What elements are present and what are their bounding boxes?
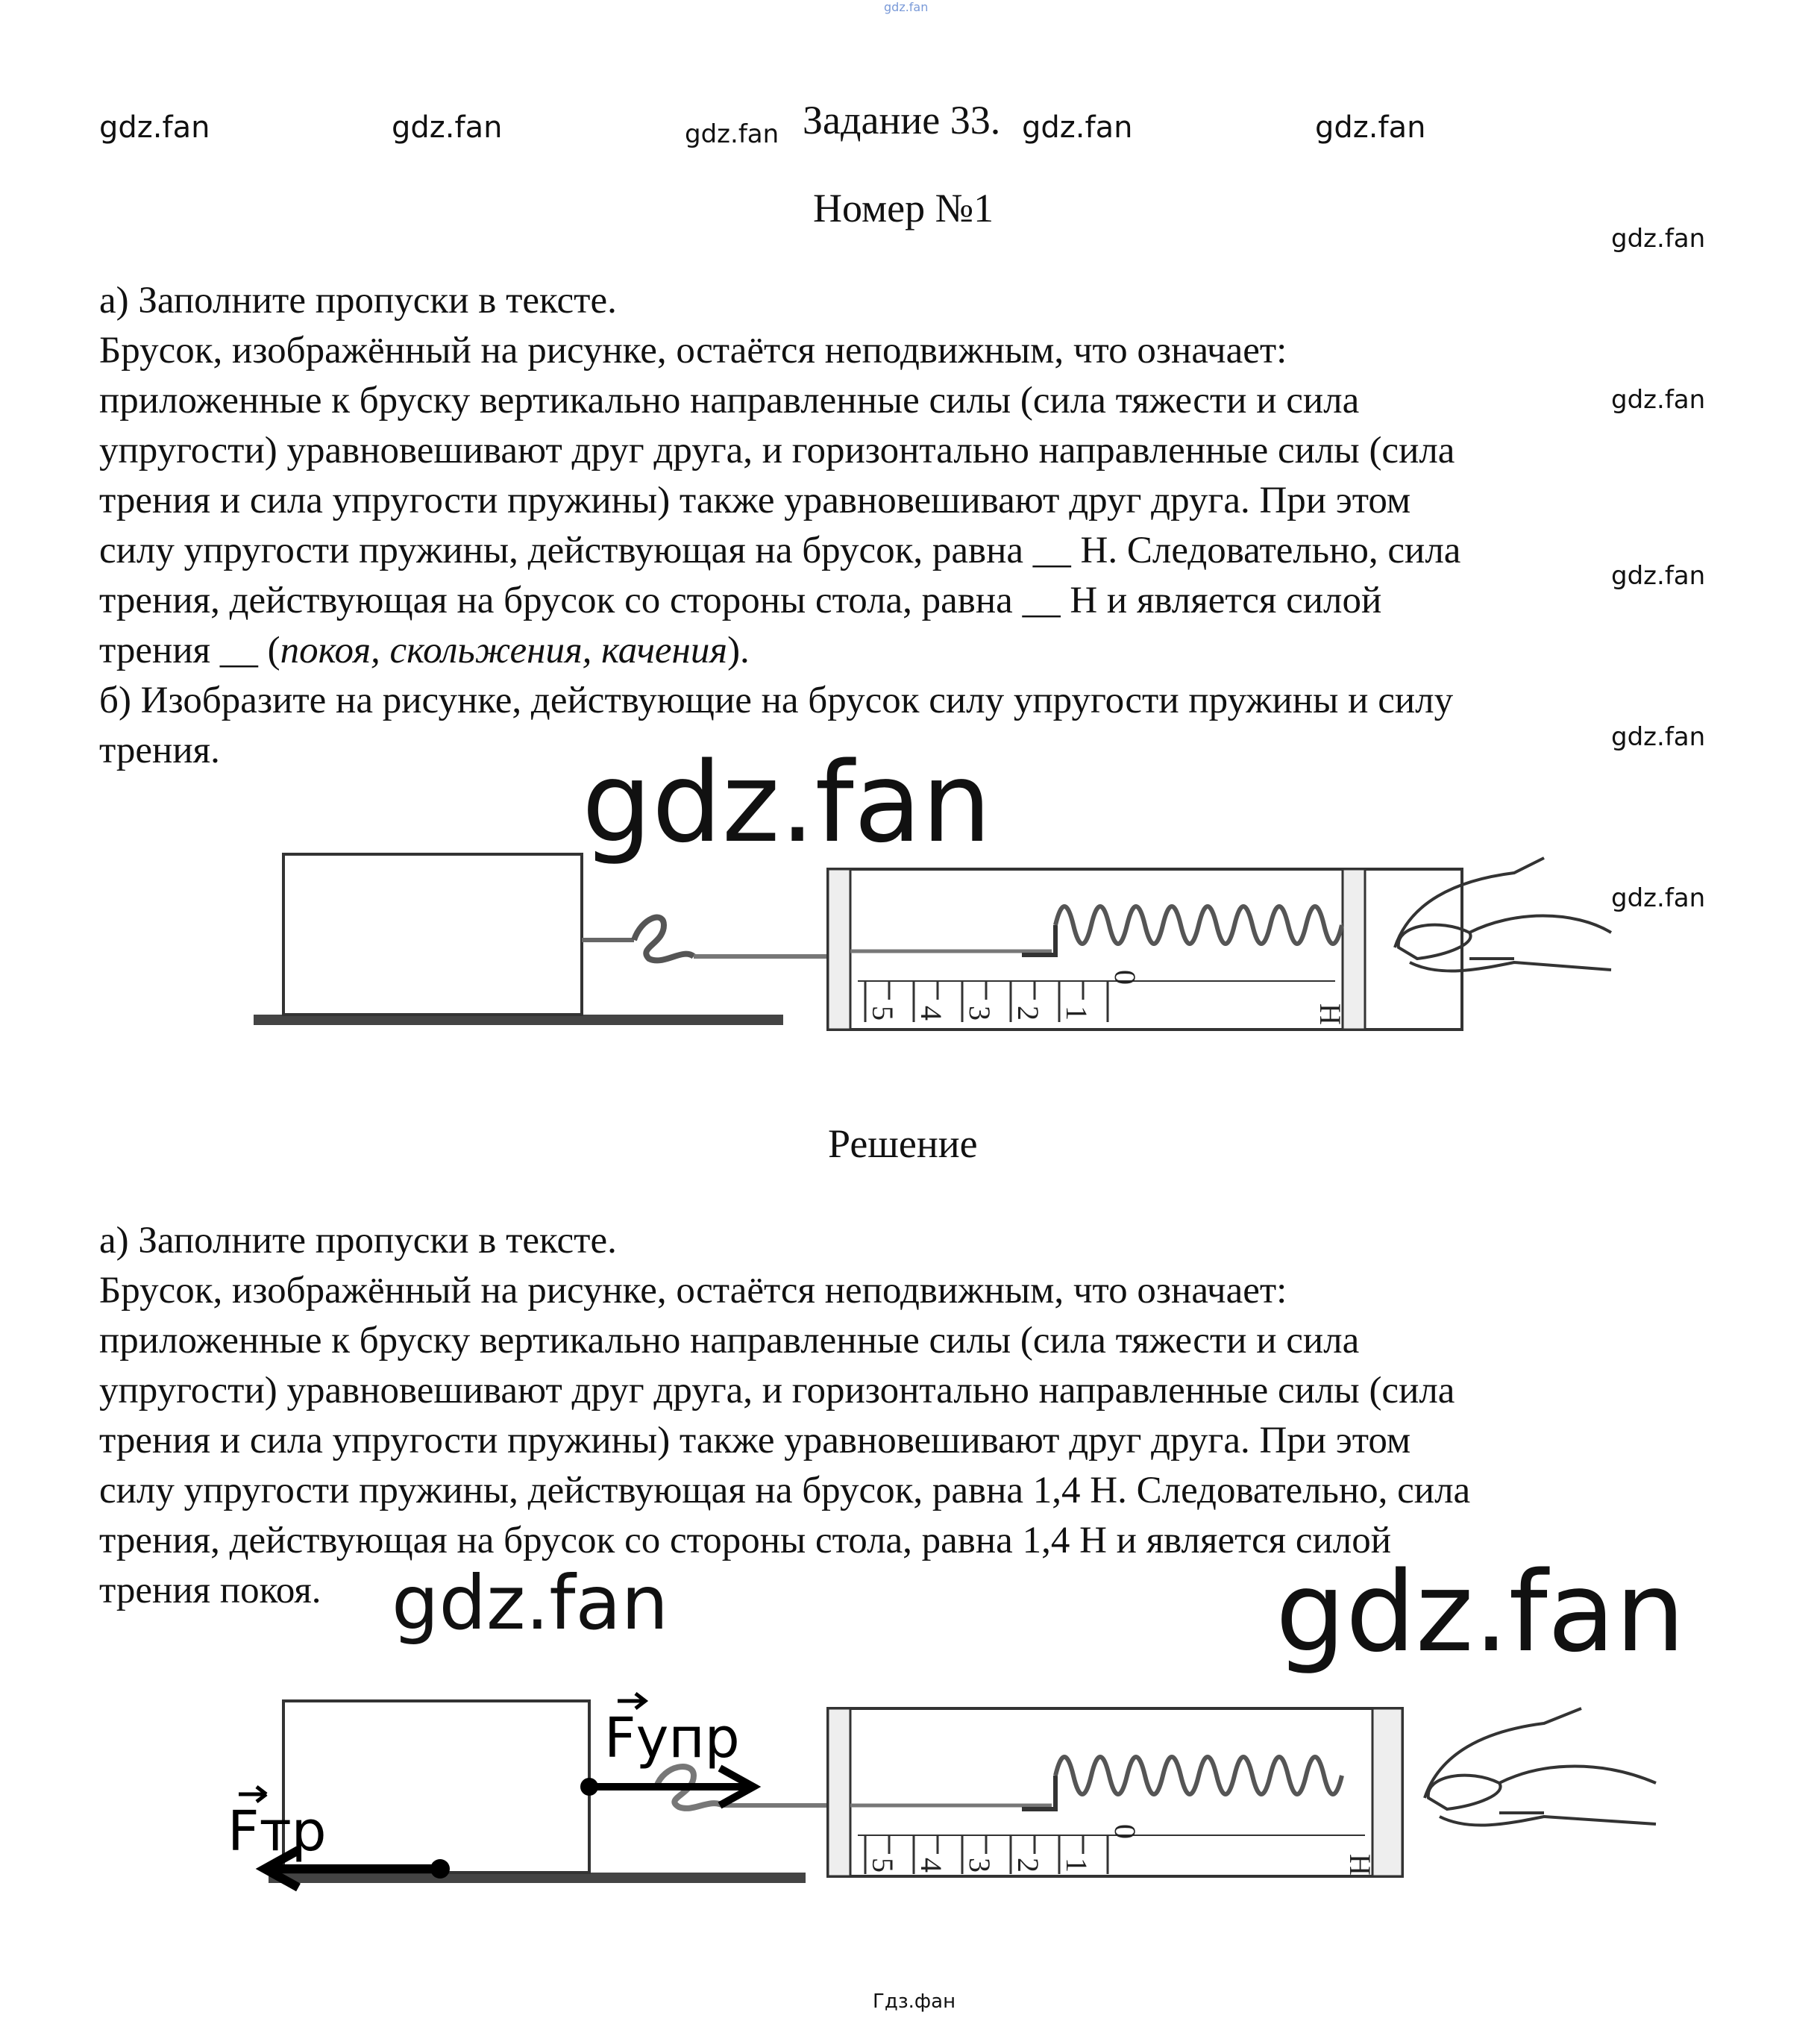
scale-label: 0 [1108, 1824, 1142, 1839]
question-line: Брусок, изображённый на рисунке, остаётся неподвижным, что означает: [99, 330, 1287, 372]
task-title: Задание 33. [803, 98, 1001, 142]
question-line-b: б) Изобразите на рисунке, действующие на брусок силу упругости пружины и силу [99, 680, 1454, 721]
friction-force-label: Fтр [228, 1799, 327, 1864]
question-line-options: трения __ (покоя, скольжения, качения). [99, 630, 750, 671]
watermark: gdz.fan [1022, 110, 1133, 145]
friction-options: покоя, скольжения, качения [280, 630, 728, 671]
watermark: gdz.fan [1611, 224, 1706, 254]
question-line-b: трения. [99, 730, 220, 771]
watermark: gdz.fan [1611, 883, 1706, 913]
solution-line: силу упругости пружины, действующая на брусок, равна 1,4 Н. Следовательно, сила [99, 1470, 1471, 1511]
question-line: трения, действующая на брусок со стороны стола, равна __ Н и является силой [99, 580, 1382, 621]
hand-icon [1425, 1708, 1656, 1826]
scale-label: 0 [1108, 970, 1142, 985]
scale-label: 2 [1011, 1006, 1045, 1021]
watermark: gdz.fan [1611, 385, 1706, 415]
watermark-large: gdz.fan [1275, 1548, 1686, 1676]
solution-line: трения и сила упругости пружины) также уравновешивают друг друга. При этом [99, 1420, 1411, 1461]
question-line-a: а) Заполните пропуски в тексте. [99, 280, 617, 322]
watermark-large: gdz.fan [392, 1559, 669, 1647]
watermark: gdz.fan [1611, 722, 1706, 752]
scale-label: 3 [963, 1858, 997, 1873]
watermark: gdz.fan [1611, 561, 1706, 591]
scale-label: 3 [963, 1006, 997, 1021]
table-surface [269, 1873, 806, 1883]
watermark: gdz.fan [1315, 110, 1426, 145]
figure-solution-forces [104, 1671, 1716, 1955]
solution-line: приложенные к бруску вертикально направленные силы (сила тяжести и сила [99, 1320, 1360, 1362]
scale-label: 5 [866, 1858, 900, 1873]
solution-line: трения покоя. [99, 1570, 321, 1611]
scale-label: 5 [866, 1006, 900, 1021]
footer-watermark: Гдз.фан [873, 1990, 956, 2013]
scale-label: 1 [1060, 1858, 1093, 1873]
solution-line: трения, действующая на брусок со стороны стола, равна 1,4 Н и является силой [99, 1520, 1392, 1561]
question-line: силу упругости пружины, действующая на брусок, равна __ Н. Следовательно, сила [99, 530, 1461, 571]
question-text [99, 276, 1718, 776]
block [283, 1701, 589, 1873]
scale-label: 4 [914, 1858, 948, 1873]
solution-line: Брусок, изображённый на рисунке, остаётся неподвижным, что означает: [99, 1270, 1287, 1312]
solution-line: упругости) уравновешивают друг друга, и горизонтально направленные силы (сила [99, 1370, 1455, 1412]
solution-heading: Решение [828, 1121, 978, 1166]
watermark: gdz.fan [685, 119, 779, 149]
question-line: приложенные к бруску вертикально направленные силы (сила тяжести и сила [99, 380, 1360, 422]
hook [634, 918, 694, 961]
question-line: упругости) уравновешивают друг друга, и горизонтально направленные силы (сила [99, 430, 1455, 471]
watermark-large: gdz.fan [582, 739, 992, 867]
task-number: Номер №1 [813, 186, 994, 231]
elastic-force-label: Fупр [604, 1706, 740, 1770]
watermark-top: gdz.fan [884, 0, 929, 14]
scale-label: 2 [1011, 1858, 1045, 1873]
solution-line-a: а) Заполните пропуски в тексте. [99, 1220, 617, 1262]
figure-block-dynamometer [246, 813, 1686, 1082]
watermark: gdz.fan [99, 110, 210, 145]
block [283, 854, 582, 1015]
scale-label: 1 [1060, 1006, 1093, 1021]
table-surface [254, 1015, 783, 1025]
question-line: трения и сила упругости пружины) также уравновешивают друг друга. При этом [99, 480, 1411, 521]
scale-label: 4 [914, 1006, 948, 1021]
scale-unit: Н [1314, 1003, 1347, 1025]
scale-unit: Н [1343, 1854, 1377, 1876]
watermark: gdz.fan [392, 110, 503, 145]
